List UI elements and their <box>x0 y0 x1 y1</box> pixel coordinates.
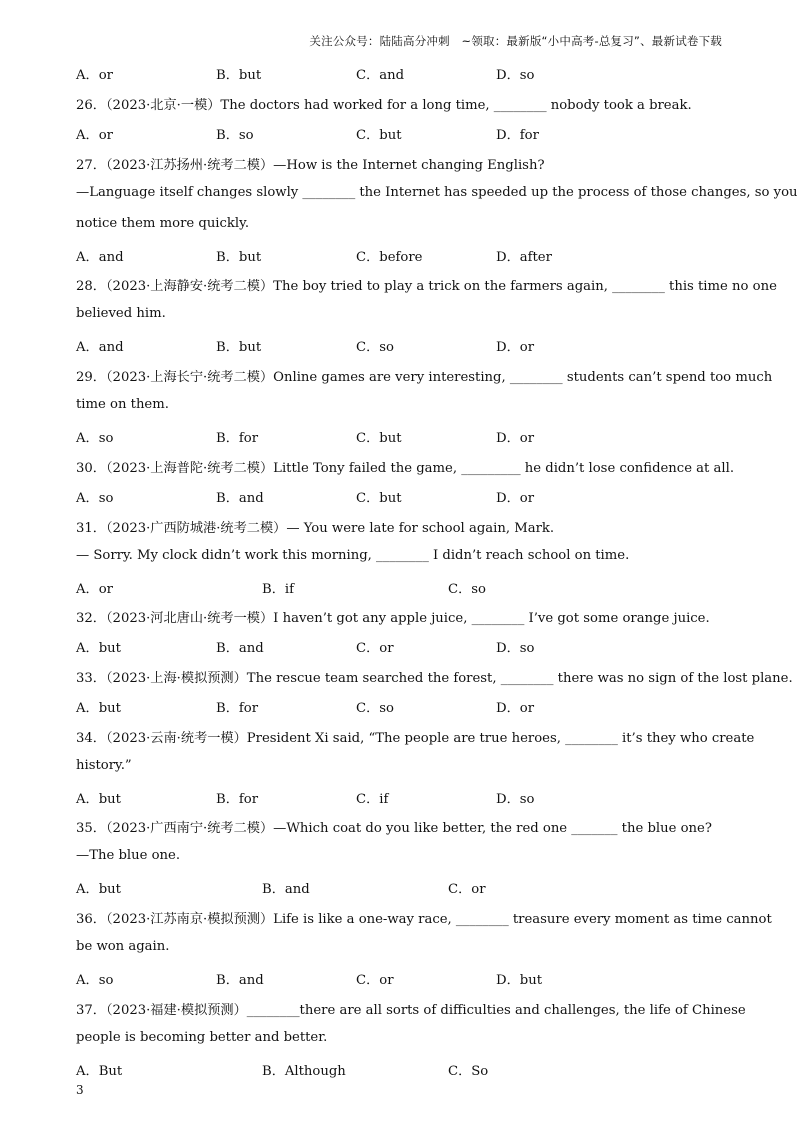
option-a[interactable]: A．but <box>76 641 121 657</box>
options-row <box>76 64 756 82</box>
option-b[interactable]: B．if <box>262 581 294 597</box>
option-b[interactable]: B．and <box>216 973 264 988</box>
option-d[interactable]: D．for <box>496 128 539 143</box>
option-c[interactable]: C．and <box>356 68 405 83</box>
option-b[interactable]: B．and <box>216 641 264 657</box>
option-a[interactable]: A．and <box>76 249 124 265</box>
option-a[interactable]: A．so <box>76 431 114 447</box>
option-b[interactable]: B．for <box>216 700 259 716</box>
option-d[interactable]: D．so <box>496 68 535 83</box>
question-text-line: 32．（2023·河北唐山·统考一模）I haven’t got any apple juice, ________ I’ve got some orange juice. <box>76 611 710 627</box>
question-text-line: 28．（2023·上海静安·统考二模）The boy tried to play a trick on the farmers again, ________ this time no one <box>76 279 777 295</box>
option-d[interactable]: D．or <box>496 431 535 447</box>
option-d[interactable]: D．or <box>496 700 535 716</box>
option-c[interactable]: C．if <box>356 791 389 807</box>
option-c[interactable]: C．but <box>356 128 402 143</box>
question-text-line: time on them. <box>76 397 169 413</box>
page-number: 3 <box>76 1083 84 1097</box>
question-text-line: 26．（2023·北京·一模）The doctors had worked for a long time, ________ nobody took a break. <box>76 98 692 113</box>
option-c[interactable]: C．or <box>356 973 394 988</box>
option-a[interactable]: A．or <box>76 68 113 83</box>
question-text-line: — Sorry. My clock didn’t work this morning, ________ I didn’t reach school on time. <box>76 547 630 563</box>
option-c[interactable]: C．or <box>448 882 486 898</box>
option-c[interactable]: C．but <box>356 490 402 506</box>
option-c[interactable]: C．so <box>448 581 486 597</box>
options-row <box>76 637 756 655</box>
option-b[interactable]: B．but <box>216 68 262 83</box>
option-b[interactable]: B．so <box>216 128 254 143</box>
question-text-line: 35．（2023·广西南宁·统考二模）—Which coat do you like better, the red one _______ the blue one? <box>76 821 712 837</box>
question-text-line: 36．（2023·江苏南京·模拟预测）Life is like a one-way race, ________ treasure every moment as time cannot <box>76 912 772 927</box>
options-row <box>76 578 756 596</box>
question-text-line: 29．（2023·上海长宁·统考二模）Online games are very interesting, ________ students can’t spend too much <box>76 370 773 386</box>
option-b[interactable]: B．and <box>216 490 264 506</box>
option-c[interactable]: C．but <box>356 431 402 447</box>
option-b[interactable]: B．Although <box>262 1063 346 1079</box>
options-row <box>76 246 756 264</box>
option-a[interactable]: A．but <box>76 700 121 716</box>
option-b[interactable]: B．for <box>216 431 259 447</box>
option-a[interactable]: A．but <box>76 882 121 898</box>
question-text-line: notice them more quickly. <box>76 215 250 231</box>
option-a[interactable]: A．so <box>76 490 114 506</box>
option-b[interactable]: B．but <box>216 340 262 356</box>
option-d[interactable]: D．or <box>496 490 535 506</box>
options-row <box>76 124 756 142</box>
option-c[interactable]: C．so <box>356 340 394 356</box>
option-b[interactable]: B．but <box>216 249 262 265</box>
options-row <box>76 697 756 715</box>
option-a[interactable]: A．or <box>76 581 113 597</box>
option-d[interactable]: D．so <box>496 641 535 657</box>
option-c[interactable]: C．so <box>356 700 394 716</box>
options-row <box>76 336 756 354</box>
question-text-line: 33．（2023·上海·模拟预测）The rescue team searched the forest, ________ there was no sign of the lost plane. <box>76 670 793 686</box>
option-a[interactable]: A．but <box>76 791 121 807</box>
option-b[interactable]: B．for <box>216 791 259 807</box>
question-text-line: 30．（2023·上海普陀·统考二模）Little Tony failed the game, _________ he didn’t lose confidence at all. <box>76 460 735 476</box>
question-text-line: people is becoming better and better. <box>76 1029 328 1045</box>
options-row <box>76 878 756 896</box>
question-text-line: be won again. <box>76 939 170 954</box>
option-d[interactable]: D．but <box>496 973 542 988</box>
option-a[interactable]: A．and <box>76 340 124 356</box>
options-row <box>76 427 756 445</box>
option-d[interactable]: D．after <box>496 249 552 265</box>
options-row <box>76 1060 756 1078</box>
option-c[interactable]: C．or <box>356 641 394 657</box>
page-header: 关注公众号：陆陆高分冲刺 ~领取：最新版“小中高考-总复习”、最新试卷下载 <box>309 34 722 48</box>
question-text-line: believed him. <box>76 306 166 322</box>
question-text-line: 31．（2023·广西防城港·统考二模）— You were late for school again, Mark. <box>76 520 555 536</box>
option-c[interactable]: C．So <box>448 1063 489 1079</box>
question-text-line: —The blue one. <box>76 848 181 864</box>
question-text-line: 37．（2023·福建·模拟预测）________there are all sorts of difficulties and challenges, the life of Chinese <box>76 1002 746 1018</box>
option-b[interactable]: B．and <box>262 882 310 898</box>
option-a[interactable]: A．or <box>76 128 113 143</box>
question-text-line: 34．（2023·云南·统考一模）President Xi said, “The people are true heroes, ________ it’s they who create <box>76 730 755 746</box>
question-text-line: 27．（2023·江苏扬州·统考二模）—How is the Internet changing English? <box>76 157 545 173</box>
question-text-line: —Language itself changes slowly ________ the Internet has speeded up the process of those changes, so you <box>76 184 798 200</box>
option-a[interactable]: A．so <box>76 973 114 988</box>
options-row <box>76 487 756 505</box>
question-text-line: history.” <box>76 757 132 773</box>
option-d[interactable]: D．so <box>496 791 535 807</box>
options-row <box>76 788 756 806</box>
option-a[interactable]: A．But <box>76 1063 123 1079</box>
options-row <box>76 969 756 987</box>
option-d[interactable]: D．or <box>496 340 535 356</box>
option-c[interactable]: C．before <box>356 249 423 265</box>
